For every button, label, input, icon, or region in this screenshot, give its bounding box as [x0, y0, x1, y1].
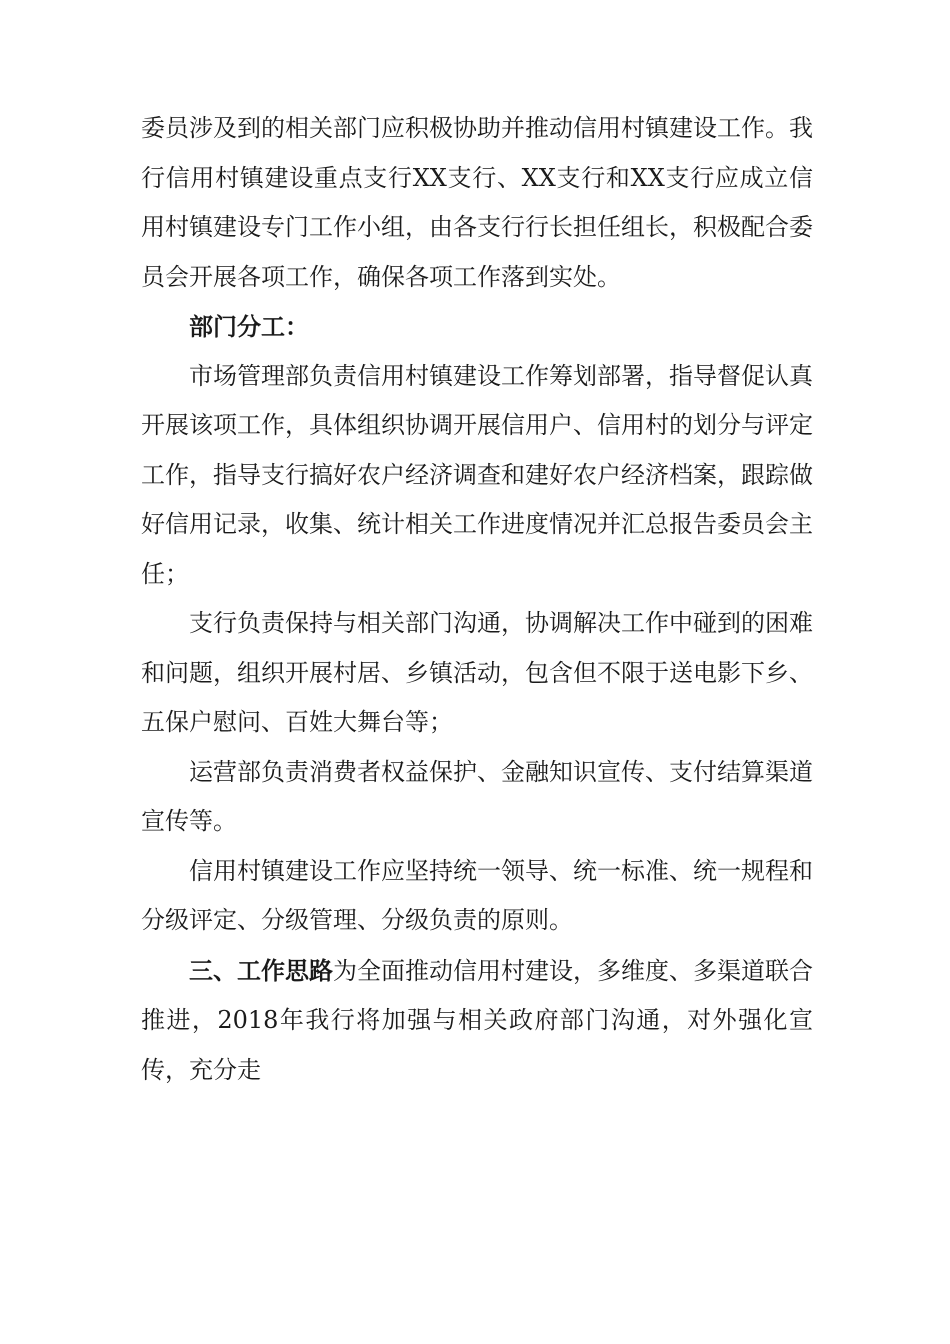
- paragraph-branch-duties: 支行负责保持与相关部门沟通，协调解决工作中碰到的困难和问题，组织开展村居、乡镇活动，包含但不限于送电影下乡、五保户慰问、百姓大舞台等；: [141, 609, 813, 736]
- section-heading-work-approach: 三、工作思路: [189, 955, 333, 985]
- paragraph-principles: 信用村镇建设工作应坚持统一领导、统一标准、统一规程和分级评定、分级管理、分级负责的原则。: [141, 856, 813, 934]
- section-heading-department-division: 部门分工：: [189, 312, 309, 341]
- paragraph-operations-duties: 运营部负责消费者权益保护、金融知识宣传、支付结算渠道宣传等。: [141, 757, 813, 835]
- document-body: [141, 104, 813, 1095]
- paragraph-work-approach: [141, 946, 813, 1096]
- paragraph-committee-departments: 委员涉及到的相关部门应积极协助并推动信用村镇建设工作。我行信用村镇建设重点支行XX支行、XX支行和XX支行应成立信用村镇建设专门工作小组，由各支行行长担任组长，积极配合委员会开展各项工作，确保各项工作落到实处。: [141, 114, 813, 291]
- work-approach-text: 为全面推动信用村建设，多维度、多渠道联合推进，2018年我行将加强与相关政府部门沟通，对外强化宣传，充分走: [141, 956, 813, 1084]
- paragraph-market-management: 市场管理部负责信用村镇建设工作筹划部署，指导督促认真开展该项工作，具体组织协调开展信用户、信用村的划分与评定工作，指导支行搞好农户经济调查和建好农户经济档案，跟踪做好信用记录，收集、统计相关工作进度情况并汇总报告委员会主任；: [141, 361, 813, 588]
